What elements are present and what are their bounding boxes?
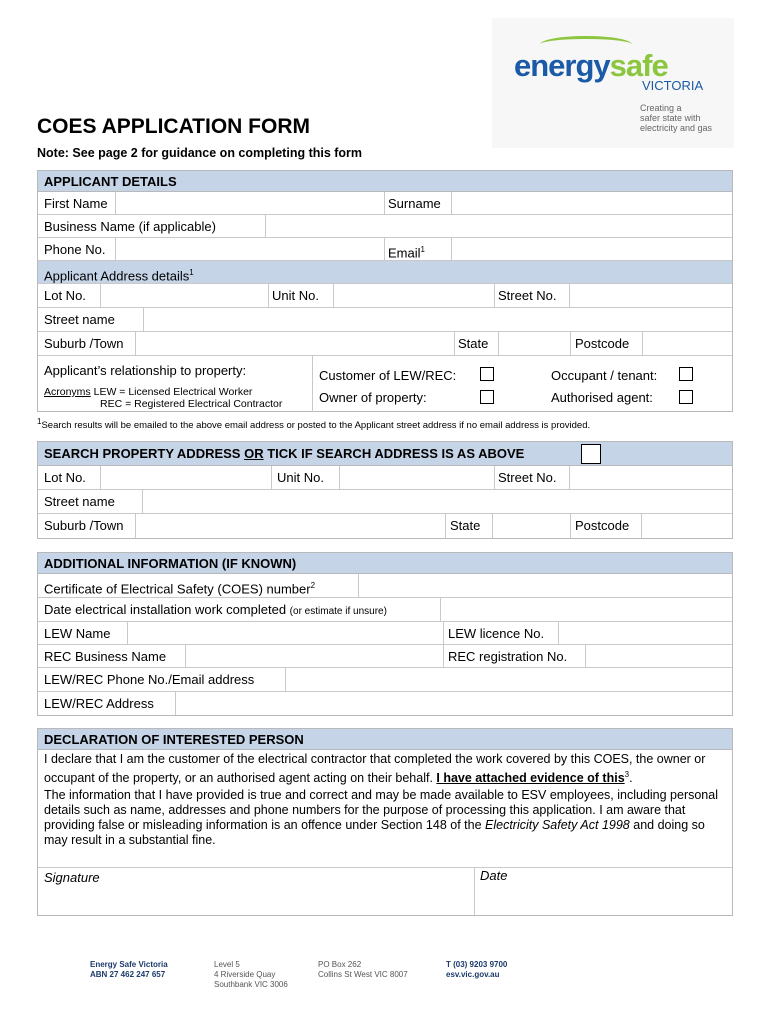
lew-rec-address-field[interactable]: [176, 692, 732, 714]
rec-reg-field[interactable]: [586, 645, 732, 667]
footer-po-2: Collins St West VIC 8007: [318, 970, 408, 979]
footnote-sup: 1: [37, 417, 42, 426]
footer-org: Energy Safe Victoria: [90, 960, 168, 969]
rec-name-label: REC Business Name: [44, 649, 167, 664]
search-street-name-field[interactable]: [143, 490, 732, 513]
unit-field[interactable]: [334, 284, 494, 307]
applicant-section: [37, 170, 733, 412]
agent-checkbox[interactable]: [679, 390, 693, 404]
lot-field[interactable]: [101, 284, 268, 307]
rec-reg-label: REC registration No.: [448, 649, 568, 664]
logo-word-safe: safe: [609, 48, 668, 83]
lot-label: Lot No.: [44, 288, 86, 303]
unit-label: Unit No.: [272, 288, 319, 303]
guidance-note: Note: See page 2 for guidance on completing this form: [37, 146, 363, 160]
phone-email-field[interactable]: [286, 668, 732, 691]
surname-label: Surname: [388, 196, 441, 211]
footer-addr-1: Level 5: [214, 960, 240, 969]
coes-label: Certificate of Electrical Safety (COES) number: [44, 581, 311, 597]
declaration-p2-text: The information that I have provided is true and correct and may be made available to ESV employees, including personal details such as name, addresses and phone numbers for the purpose of processing this application. I am aware that providing false or misleading information is an offence under Section 148 of the: [44, 788, 718, 833]
search-heading-post: TICK IF SEARCH ADDRESS IS AS ABOVE: [263, 446, 525, 461]
search-postcode-label: Postcode: [575, 518, 630, 533]
search-lot-field[interactable]: [101, 466, 271, 489]
footer-web[interactable]: esv.vic.gov.au: [446, 970, 500, 979]
email-field[interactable]: [452, 238, 732, 260]
first-name-field[interactable]: [116, 192, 384, 214]
customer-checkbox[interactable]: [480, 367, 494, 381]
logo-sub: VICTORIA: [642, 78, 704, 93]
postcode-label: Postcode: [575, 336, 630, 351]
phone-label: Phone No.: [44, 242, 106, 257]
coes-sup: 2: [310, 581, 316, 590]
relationship-label: Applicant’s relationship to property:: [44, 363, 247, 378]
declaration-section: [37, 728, 733, 916]
declaration-heading: DECLARATION OF INTERESTED PERSON: [38, 729, 732, 750]
footnote-text: Search results will be emailed to the above email address or posted to the Applicant street address if no email address is provided.: [41, 420, 591, 432]
date-label: Date: [480, 868, 508, 883]
email-label: Email: [388, 245, 421, 261]
customer-label: Customer of LEW/REC:: [319, 368, 457, 383]
declaration-paragraph-2: [44, 788, 726, 848]
address-heading: Applicant Address details: [44, 268, 190, 284]
owner-checkbox[interactable]: [480, 390, 494, 404]
lew-licence-field[interactable]: [559, 622, 732, 644]
date-completed-label: Date electrical installation work completed: [44, 602, 290, 617]
logo: [492, 18, 734, 148]
owner-label: Owner of property:: [319, 390, 427, 405]
section-heading: APPLICANT DETAILS: [38, 171, 732, 192]
state-label: State: [458, 336, 489, 351]
lew-rec-address-label: LEW/REC Address: [44, 696, 154, 711]
footer-abn: ABN 27 462 247 657: [90, 970, 166, 979]
evidence-sup: 3: [624, 770, 630, 779]
lew-licence-label: LEW licence No.: [448, 626, 545, 641]
footer-tel: T (03) 9203 9700: [446, 960, 508, 969]
additional-section: [37, 552, 733, 716]
suburb-label: Suburb /Town: [44, 336, 124, 351]
signature-label: Signature: [44, 870, 100, 885]
postcode-field[interactable]: [643, 332, 732, 355]
same-address-checkbox[interactable]: [581, 444, 601, 464]
lew-name-field[interactable]: [128, 622, 443, 644]
search-footnote: [37, 417, 590, 431]
search-unit-field[interactable]: [340, 466, 494, 489]
logo-tagline-2: safer state with: [640, 113, 701, 123]
street-name-field[interactable]: [144, 308, 732, 331]
logo-swoosh: [540, 36, 632, 53]
logo-tagline-1: Creating a: [640, 103, 682, 113]
footer-po-1: PO Box 262: [318, 960, 362, 969]
act-name: Electricity Safety Act 1998: [485, 818, 630, 833]
first-name-label: First Name: [44, 196, 108, 211]
street-no-label: Street No.: [498, 288, 557, 303]
agent-label: Authorised agent:: [551, 390, 653, 405]
street-no-field[interactable]: [570, 284, 732, 307]
occupant-checkbox[interactable]: [679, 367, 693, 381]
date-completed-hint: (or estimate if unsure): [289, 606, 387, 617]
email-sup: 1: [420, 245, 425, 254]
date-field[interactable]: [475, 868, 732, 915]
suburb-field[interactable]: [136, 332, 454, 355]
search-heading-pre: SEARCH PROPERTY ADDRESS: [44, 446, 245, 461]
state-field[interactable]: [499, 332, 570, 355]
search-street-no-field[interactable]: [570, 466, 732, 489]
search-unit-label: Unit No.: [277, 470, 324, 485]
footer-addr-3: Southbank VIC 3006: [214, 980, 288, 989]
declaration-paragraph-1: [44, 752, 726, 786]
search-section: [37, 441, 733, 539]
business-name-field[interactable]: [266, 215, 732, 237]
search-heading: [38, 442, 732, 466]
logo-word-energy: energy: [514, 48, 610, 83]
search-state-label: State: [450, 518, 481, 533]
address-sup: 1: [189, 268, 194, 277]
surname-field[interactable]: [452, 192, 732, 214]
phone-field[interactable]: [116, 238, 384, 260]
phone-email-label: LEW/REC Phone No./Email address: [44, 672, 255, 687]
evidence-statement: I have attached evidence of this: [436, 771, 625, 786]
search-street-no-label: Street No.: [498, 470, 557, 485]
search-state-field[interactable]: [493, 514, 570, 537]
acronyms-label: Acronyms: [44, 386, 91, 398]
declaration-p1-text: I declare that I am the customer of the electrical contractor that completed the work covered by this COES, the owner or occupant of the property, or an authorised agent acting on their behalf.: [44, 752, 706, 786]
search-lot-label: Lot No.: [44, 470, 86, 485]
search-heading-or: OR: [244, 446, 264, 461]
search-suburb-field[interactable]: [136, 514, 445, 537]
footer-addr-2: 4 Riverside Quay: [214, 970, 276, 979]
acronym-rec: REC = Registered Electrical Contractor: [100, 398, 283, 410]
acronym-lew: LEW = Licensed Electrical Worker: [90, 386, 253, 398]
occupant-label: Occupant / tenant:: [551, 368, 658, 383]
rec-name-field[interactable]: [186, 645, 443, 667]
street-name-label: Street name: [44, 312, 115, 327]
search-suburb-label: Suburb /Town: [44, 518, 124, 533]
business-name-label: Business Name (if applicable): [44, 219, 216, 234]
search-street-name-label: Street name: [44, 494, 115, 509]
lew-name-label: LEW Name: [44, 626, 111, 641]
page-title: COES APPLICATION FORM: [37, 115, 310, 138]
date-completed-field[interactable]: [441, 598, 732, 621]
coes-number-field[interactable]: [359, 574, 732, 597]
additional-heading: ADDITIONAL INFORMATION (IF KNOWN): [38, 553, 732, 574]
declaration-p2-end: and doing so may result in a substantial fine.: [44, 818, 705, 848]
signature-field[interactable]: [38, 868, 474, 915]
logo-tagline-3: electricity and gas: [640, 123, 713, 133]
declaration-p1-end: .: [629, 771, 633, 786]
search-postcode-field[interactable]: [642, 514, 732, 537]
